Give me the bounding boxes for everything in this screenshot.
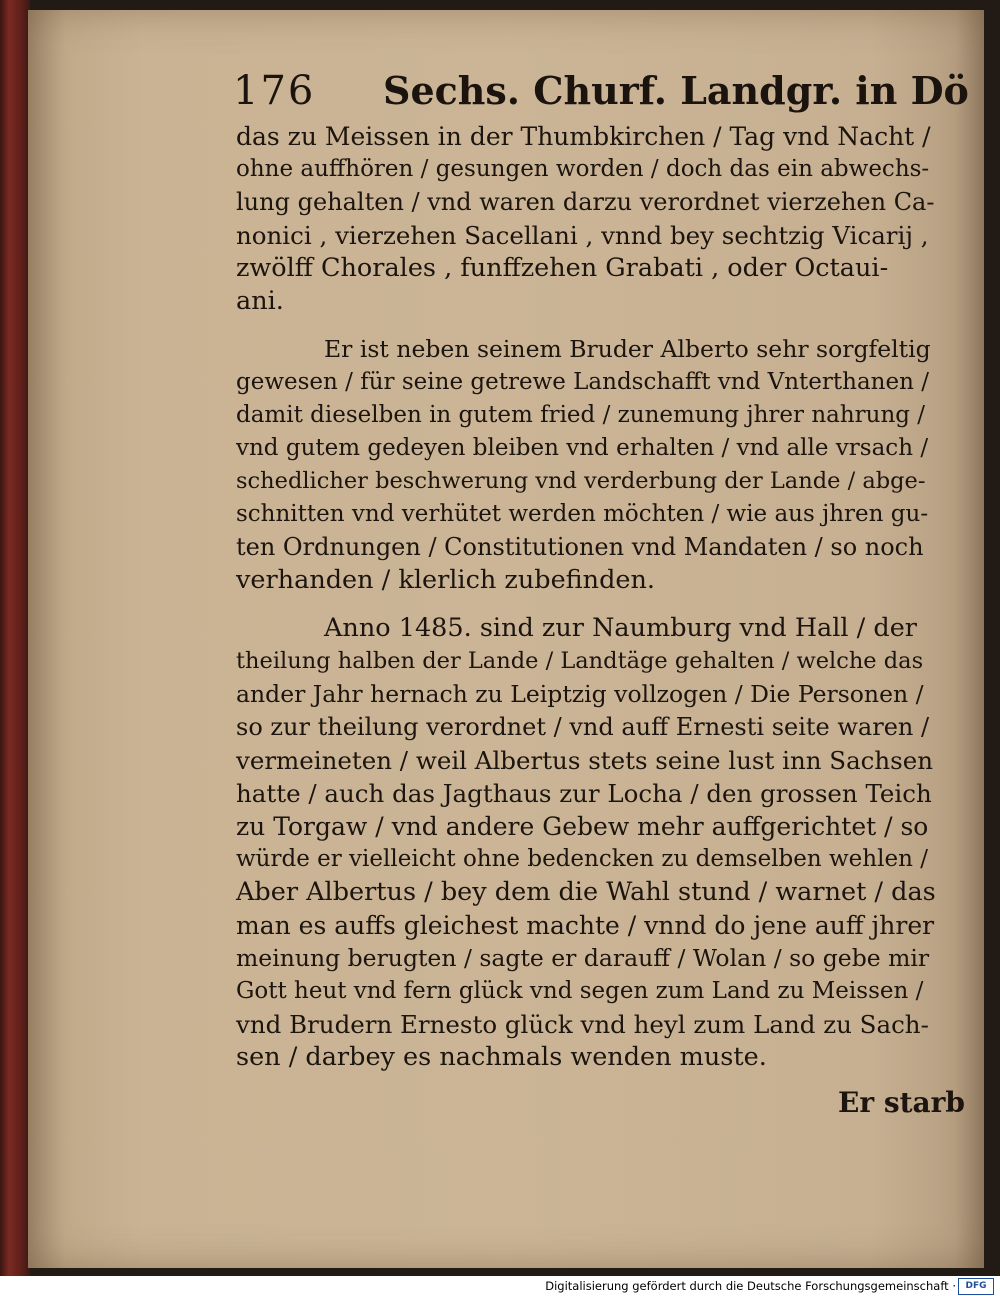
text-line: vnd Brudern Ernesto glück vnd heyl zum Land zu Sach- <box>236 1010 929 1039</box>
text-line: lung gehalten / vnd waren darzu verordnet vierzehen Ca- <box>236 188 935 216</box>
text-line: ten Ordnungen / Constitutionen vnd Mandaten / so noch <box>236 533 924 561</box>
text-line: ander Jahr hernach zu Leiptzig vollzogen / Die Personen / <box>236 680 924 708</box>
text-line: zu Torgaw / vnd andere Gebew mehr auffgerichtet / so <box>236 812 929 841</box>
text-line: würde er vielleicht ohne bedencken zu demselben wehlen / <box>236 846 928 872</box>
text-line: sen / darbey es nachmals wenden muste. <box>236 1042 767 1072</box>
text-line: zwölff Chorales , funffzehen Grabati , oder Octaui- <box>236 253 889 283</box>
text-line: Anno 1485. sind zur Naumburg vnd Hall / der <box>324 613 917 643</box>
text-line: hatte / auch das Jagthaus zur Locha / den grossen Teich <box>236 779 932 808</box>
text-line: Gott heut vnd fern glück vnd segen zum Land zu Meissen / <box>236 978 924 1004</box>
catchword: Er starb <box>838 1086 966 1119</box>
dfg-logo-icon: DFG <box>958 1278 994 1295</box>
text-line: ani. <box>236 286 284 316</box>
paragraph-gap <box>236 597 936 612</box>
text-line: Aber Albertus / bey dem die Wahl stund / warnet / das <box>236 877 936 907</box>
text-line: theilung halben der Lande / Landtäge gehalten / welche das <box>236 648 924 674</box>
text-line: das zu Meissen in der Thumbkirchen / Tag vnd Nacht / <box>236 122 931 151</box>
text-line: vermeineten / weil Albertus stets seine lust inn Sachsen <box>236 746 934 775</box>
paragraph-3 <box>236 612 936 1074</box>
text-line: nonici , vierzehen Sacellani , vnnd bey sechtzig Vicarij , <box>236 221 929 250</box>
text-line: ohne auffhören / gesungen worden / doch das ein abwechs- <box>236 156 930 182</box>
text-line: vnd gutem gedeyen bleiben vnd erhalten / vnd alle vrsach / <box>236 435 929 461</box>
text-line: man es auffs gleichest machte / vnnd do jene auff jhrer <box>236 911 935 940</box>
footer-bar <box>0 1276 1000 1296</box>
text-line: so zur theilung verordnet / vnd auff Ernesti seite waren / <box>236 713 930 741</box>
funding-credit: Digitalisierung gefördert durch die Deutsche Forschungsgemeinschaft · <box>545 1279 956 1293</box>
text-block <box>236 120 936 1074</box>
book-edge <box>0 0 30 1276</box>
paragraph-gap <box>236 318 936 333</box>
text-line: meinung berugten / sagte er darauff / Wolan / so gebe mir <box>236 944 930 972</box>
paragraph-2 <box>236 333 936 597</box>
running-head: Sechs. Churf. Landgr. in Dö <box>383 68 969 113</box>
text-line: schnitten vnd verhütet werden möchten / wie aus jhren gu- <box>236 501 929 527</box>
text-line: gewesen / für seine getrewe Landschafft vnd Vnterthanen / <box>236 369 929 395</box>
page-header <box>233 60 969 120</box>
text-line: verhanden / klerlich zubefinden. <box>236 565 656 595</box>
paragraph-1 <box>236 120 936 318</box>
text-line: Er ist neben seinem Bruder Alberto sehr sorgfeltig <box>324 335 931 363</box>
text-line: schedlicher beschwerung vnd verderbung der Lande / abge- <box>236 468 926 494</box>
page-number: 176 <box>233 68 316 114</box>
text-line: damit dieselben in gutem fried / zunemung jhrer nahrung / <box>236 402 926 428</box>
